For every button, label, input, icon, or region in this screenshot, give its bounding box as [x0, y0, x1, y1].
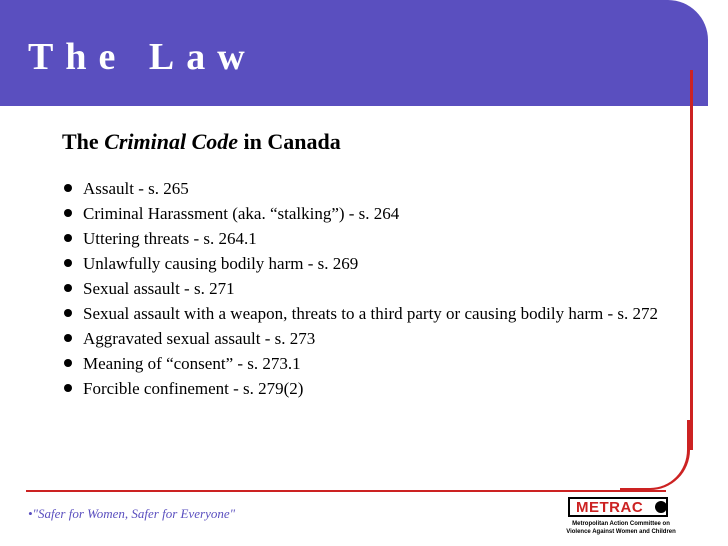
- bullet-item: [64, 228, 664, 249]
- subtitle-suffix: in Canada: [243, 129, 341, 154]
- bullet-text: Assault - s. 265: [83, 179, 189, 198]
- bullet-dot-icon: [64, 209, 72, 217]
- bullet-text: Criminal Harassment (aka. “stalking”) - s. 264: [83, 204, 400, 223]
- bullet-item: [64, 278, 664, 299]
- bullet-text: Sexual assault - s. 271: [83, 279, 235, 298]
- bullet-dot-icon: [64, 184, 72, 192]
- metrac-logo: [565, 497, 677, 541]
- bullet-item: [64, 178, 664, 199]
- bullet-dot-icon: [64, 234, 72, 242]
- bullet-dot-icon: [64, 259, 72, 267]
- bullet-text: Uttering threats - s. 264.1: [83, 229, 257, 248]
- bullet-text: Aggravated sexual assault - s. 273: [83, 329, 316, 348]
- slide-frame-bottom-edge: [26, 490, 666, 492]
- subtitle-prefix: The: [62, 129, 99, 154]
- logo-subtitle-line1: Metropolitan Action Committee on: [572, 521, 670, 527]
- bullet-item: [64, 253, 664, 274]
- bullet-text: Unlawfully causing bodily harm - s. 269: [83, 254, 359, 273]
- logo-box: [568, 497, 668, 517]
- bullet-text: Meaning of “consent” - s. 273.1: [83, 354, 301, 373]
- slide-title: The Law: [28, 36, 257, 78]
- bullet-item: [64, 303, 664, 324]
- bullet-text: Forcible confinement - s. 279(2): [83, 379, 304, 398]
- bullet-dot-icon: [64, 309, 72, 317]
- slide-frame-right-edge: [690, 70, 693, 450]
- logo-wordmark: METRAC: [576, 499, 644, 516]
- bullet-item: [64, 378, 664, 399]
- bullet-list: [64, 178, 664, 403]
- footer-tagline: •"Safer for Women, Safer for Everyone": [28, 506, 236, 521]
- logo-subtitle-line2: Violence Against Women and Children: [566, 529, 676, 535]
- slide-frame-corner: [620, 420, 690, 490]
- bullet-dot-icon: [64, 384, 72, 392]
- logo-subtitle: [565, 520, 677, 536]
- bullet-dot-icon: [64, 359, 72, 367]
- bullet-dot-icon: [64, 284, 72, 292]
- slide-subtitle: [62, 129, 341, 155]
- subtitle-emphasis: Criminal Code: [104, 129, 239, 154]
- bullet-item: [64, 353, 664, 374]
- bullet-item: [64, 328, 664, 349]
- logo-emblem-icon: [655, 501, 667, 513]
- bullet-dot-icon: [64, 334, 72, 342]
- bullet-item: [64, 203, 664, 224]
- bullet-text: Sexual assault with a weapon, threats to a third party or causing bodily harm - s. 272: [83, 304, 659, 323]
